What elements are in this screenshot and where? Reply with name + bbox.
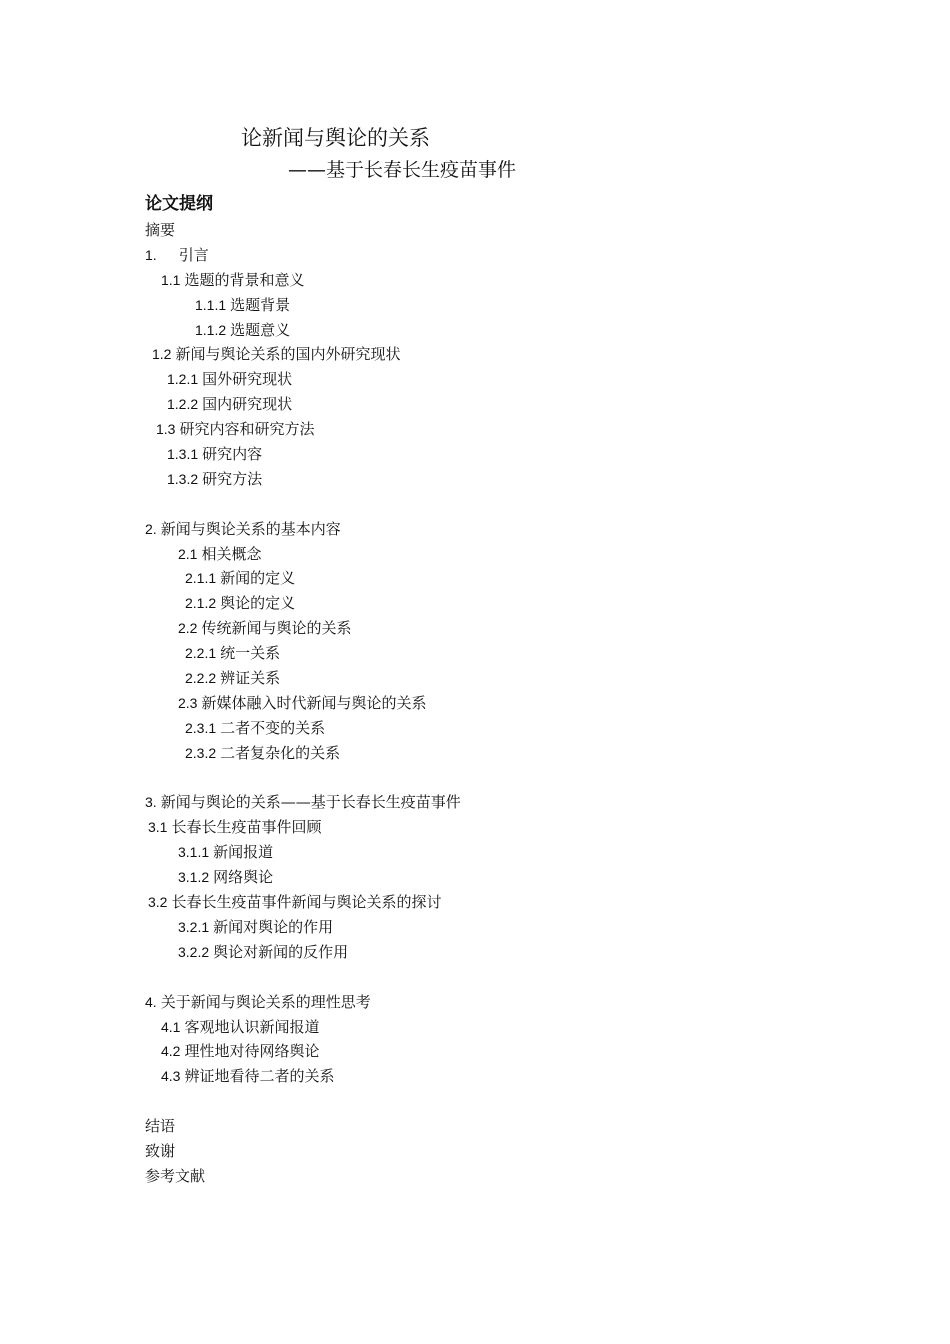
outline-item-text: 二者复杂化的关系 xyxy=(220,743,341,762)
outline-item xyxy=(145,915,845,940)
outline-item xyxy=(145,268,845,293)
outline-item-text: 辨证关系 xyxy=(220,669,281,688)
outline-item xyxy=(145,840,845,865)
outline-item xyxy=(145,691,845,716)
outline-spacer xyxy=(145,492,845,517)
outline-item-text: 选题背景 xyxy=(230,295,291,314)
outline-item-text: 新媒体融入时代新闻与舆论的关系 xyxy=(201,693,427,712)
outline-item-text: 理性地对待网络舆论 xyxy=(184,1042,320,1061)
outline-item xyxy=(145,865,845,890)
outline-item-text: 摘要 xyxy=(145,221,176,239)
outline-item-text: 结语 xyxy=(145,1117,176,1136)
outline-item-number: 2.1.2 xyxy=(185,595,217,612)
outline-item-text: 客观地认识新闻报道 xyxy=(184,1017,320,1036)
outline-item xyxy=(145,716,845,741)
outline-item-text: 新闻对舆论的作用 xyxy=(213,917,334,936)
outline-item-number: 1.3 xyxy=(156,421,176,438)
outline-item-number: 3.1.1 xyxy=(178,844,210,861)
outline-item xyxy=(145,467,845,492)
outline-item-text: 新闻与舆论的关系——基于长春长生疫苗事件 xyxy=(160,793,461,812)
outline-item xyxy=(145,890,845,915)
outline-item-number: 1.3.2 xyxy=(167,470,199,487)
outline-item xyxy=(145,542,845,567)
outline-item-number: 1.3.1 xyxy=(167,446,199,463)
outline-item-text: 新闻与舆论关系的基本内容 xyxy=(160,519,341,538)
outline-item xyxy=(145,815,845,840)
outline-item-text: 致谢 xyxy=(145,1141,176,1160)
outline-item-text: 选题的背景和意义 xyxy=(184,270,305,289)
outline-item-text: 选题意义 xyxy=(230,320,291,339)
outline-item xyxy=(145,616,845,641)
outline-item xyxy=(145,990,845,1015)
outline-item-text: 国内研究现状 xyxy=(202,395,293,414)
outline-item xyxy=(145,367,845,392)
outline-item-number: 2.3.1 xyxy=(185,719,217,736)
outline-item xyxy=(145,1039,845,1064)
outline-item-number: 2.2.2 xyxy=(185,670,217,687)
outline-item-number: 2.3.2 xyxy=(185,744,217,761)
outline-item-text: 统一关系 xyxy=(220,644,281,663)
outline-item-number: 4.1 xyxy=(161,1018,181,1035)
document-title: 论新闻与舆论的关系 xyxy=(241,126,430,150)
outline-item xyxy=(145,666,845,691)
outline-item-text: 研究内容和研究方法 xyxy=(179,420,315,439)
outline-item-text: 舆论的定义 xyxy=(220,594,296,613)
outline-item xyxy=(145,218,845,243)
outline-item xyxy=(145,1015,845,1040)
outline-item-number: 1. xyxy=(145,246,157,263)
outline-item-text: 新闻的定义 xyxy=(220,569,296,588)
outline-list xyxy=(145,218,845,1189)
outline-item-number: 1.2 xyxy=(152,346,172,363)
outline-item xyxy=(145,517,845,542)
outline-item-number: 3.2.1 xyxy=(178,918,210,935)
outline-item-text: 网络舆论 xyxy=(213,868,274,887)
outline-item-number: 4. xyxy=(145,993,157,1010)
outline-item-number: 2.1.1 xyxy=(185,570,217,587)
outline-item xyxy=(145,392,845,417)
outline-item-text: 新闻与舆论关系的国内外研究现状 xyxy=(175,345,401,364)
outline-item xyxy=(145,442,845,467)
outline-item-text: 国外研究现状 xyxy=(202,370,293,389)
outline-item-text: 舆论对新闻的反作用 xyxy=(213,942,349,961)
outline-item xyxy=(145,591,845,616)
outline-spacer xyxy=(145,1089,845,1114)
outline-item-number: 1.1.1 xyxy=(195,296,227,313)
outline-item-text: 传统新闻与舆论的关系 xyxy=(201,619,352,638)
outline-item-number: 1.2.1 xyxy=(167,371,199,388)
outline-item xyxy=(145,318,845,343)
outline-item-number: 2.2.1 xyxy=(185,645,217,662)
outline-item xyxy=(145,790,845,815)
outline-item-number: 4.2 xyxy=(161,1043,181,1060)
outline-item-text: 长春长生疫苗事件新闻与舆论关系的探讨 xyxy=(171,893,442,912)
outline-item-number: 3. xyxy=(145,794,157,811)
outline-item-number: 3.2.2 xyxy=(178,943,210,960)
outline-item xyxy=(145,741,845,766)
outline-item xyxy=(145,342,845,367)
outline-spacer xyxy=(145,965,845,990)
outline-spacer xyxy=(145,766,845,791)
outline-item-text: 长春长生疫苗事件回顾 xyxy=(171,818,322,837)
outline-item-number: 3.1.2 xyxy=(178,869,210,886)
outline-item-text: 相关概念 xyxy=(201,544,262,563)
outline-item-text: 研究内容 xyxy=(202,445,263,464)
outline-item-number: 3.2 xyxy=(148,894,168,911)
outline-item xyxy=(145,1139,845,1164)
outline-item-text: 辨证地看待二者的关系 xyxy=(184,1067,335,1086)
outline-item-number: 2.3 xyxy=(178,694,198,711)
outline-item-number: 2. xyxy=(145,520,157,537)
outline-item-number: 2.2 xyxy=(178,620,198,637)
outline-item xyxy=(145,641,845,666)
outline-item xyxy=(145,243,845,268)
outline-item-text: 关于新闻与舆论关系的理性思考 xyxy=(160,992,371,1011)
outline-item xyxy=(145,940,845,965)
outline-item-number: 4.3 xyxy=(161,1068,181,1085)
outline-item xyxy=(145,1114,845,1139)
outline-item-number: 3.1 xyxy=(148,819,168,836)
outline-item xyxy=(145,1064,845,1089)
document-subtitle: ——基于长春长生疫苗事件 xyxy=(288,159,517,181)
outline-item-number: 2.1 xyxy=(178,545,198,562)
outline-item-text: 研究方法 xyxy=(202,469,263,488)
outline-item-text: 新闻报道 xyxy=(213,843,274,862)
outline-item-number: 1.1 xyxy=(161,271,181,288)
outline-item-text: 二者不变的关系 xyxy=(220,718,326,737)
outline-item-text: 参考文献 xyxy=(145,1166,206,1185)
outline-item xyxy=(145,566,845,591)
outline-item xyxy=(145,293,845,318)
outline-item xyxy=(145,1164,845,1189)
outline-item-number: 1.1.2 xyxy=(195,321,227,338)
outline-heading: 论文提纲 xyxy=(145,194,213,214)
outline-item-number: 1.2.2 xyxy=(167,396,199,413)
outline-item-text: 引言 xyxy=(178,245,209,264)
outline-item xyxy=(145,417,845,442)
